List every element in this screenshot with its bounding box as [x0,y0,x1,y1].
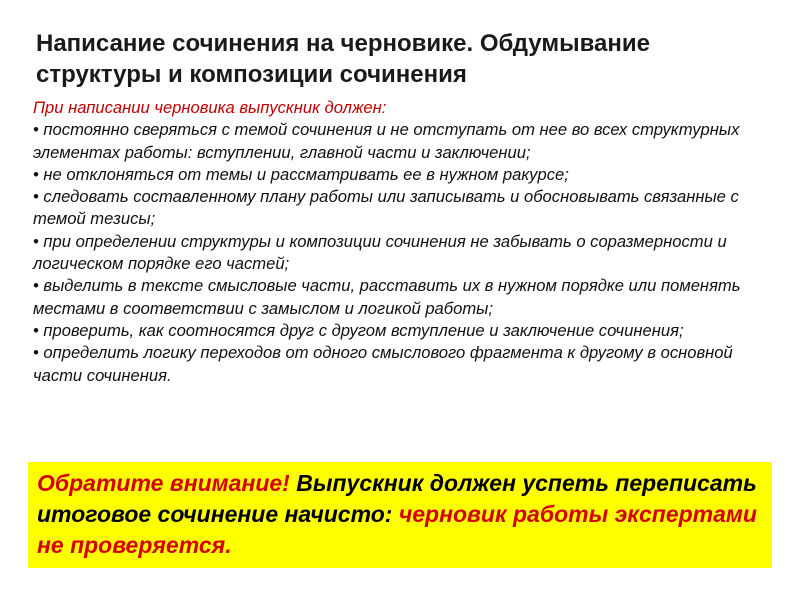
bullet-item: • не отклоняться от темы и рассматривать ее в нужном ракурсе; [33,164,569,184]
attention-label: Обратите внимание! [37,470,290,496]
bullet-item: • при определении структуры и композиции сочинения не забывать о соразмерности и логическом порядке его частей; [33,231,727,274]
bullet-item: • определить логику переходов от одного смыслового фрагмента к другому в основной части сочинения. [33,343,733,385]
attention-text [37,468,767,561]
bullet-item: • проверить, как соотносятся друг с другом вступление и заключение сочинения; [33,320,684,340]
attention-box [28,462,772,568]
bullet-item: • выделить в тексте смысловые части, расставить их в нужном порядке или поменять местами в соответствии с замыслом и логикой работы; [33,276,741,318]
slide-title: Написание сочинения на черновике. Обдумывание структуры и композиции сочинения [36,30,650,88]
instructions-body [33,97,763,387]
attention-emphasis: черновик работы экспертами не проверяется. [37,501,757,558]
intro-text: При написании черновика выпускник должен: [33,98,387,117]
attention-main-text: Выпускник должен успеть переписать итоговое сочинение начисто: [37,470,757,527]
bullet-item: • следовать составленному плану работы или записывать и обосновывать связанные с темой тезисы; [33,187,739,229]
bullet-item: • постоянно сверяться с темой сочинения и не отступать от нее во всех структурных элементах работы: вступлении, главной части и заключении; [33,120,740,162]
